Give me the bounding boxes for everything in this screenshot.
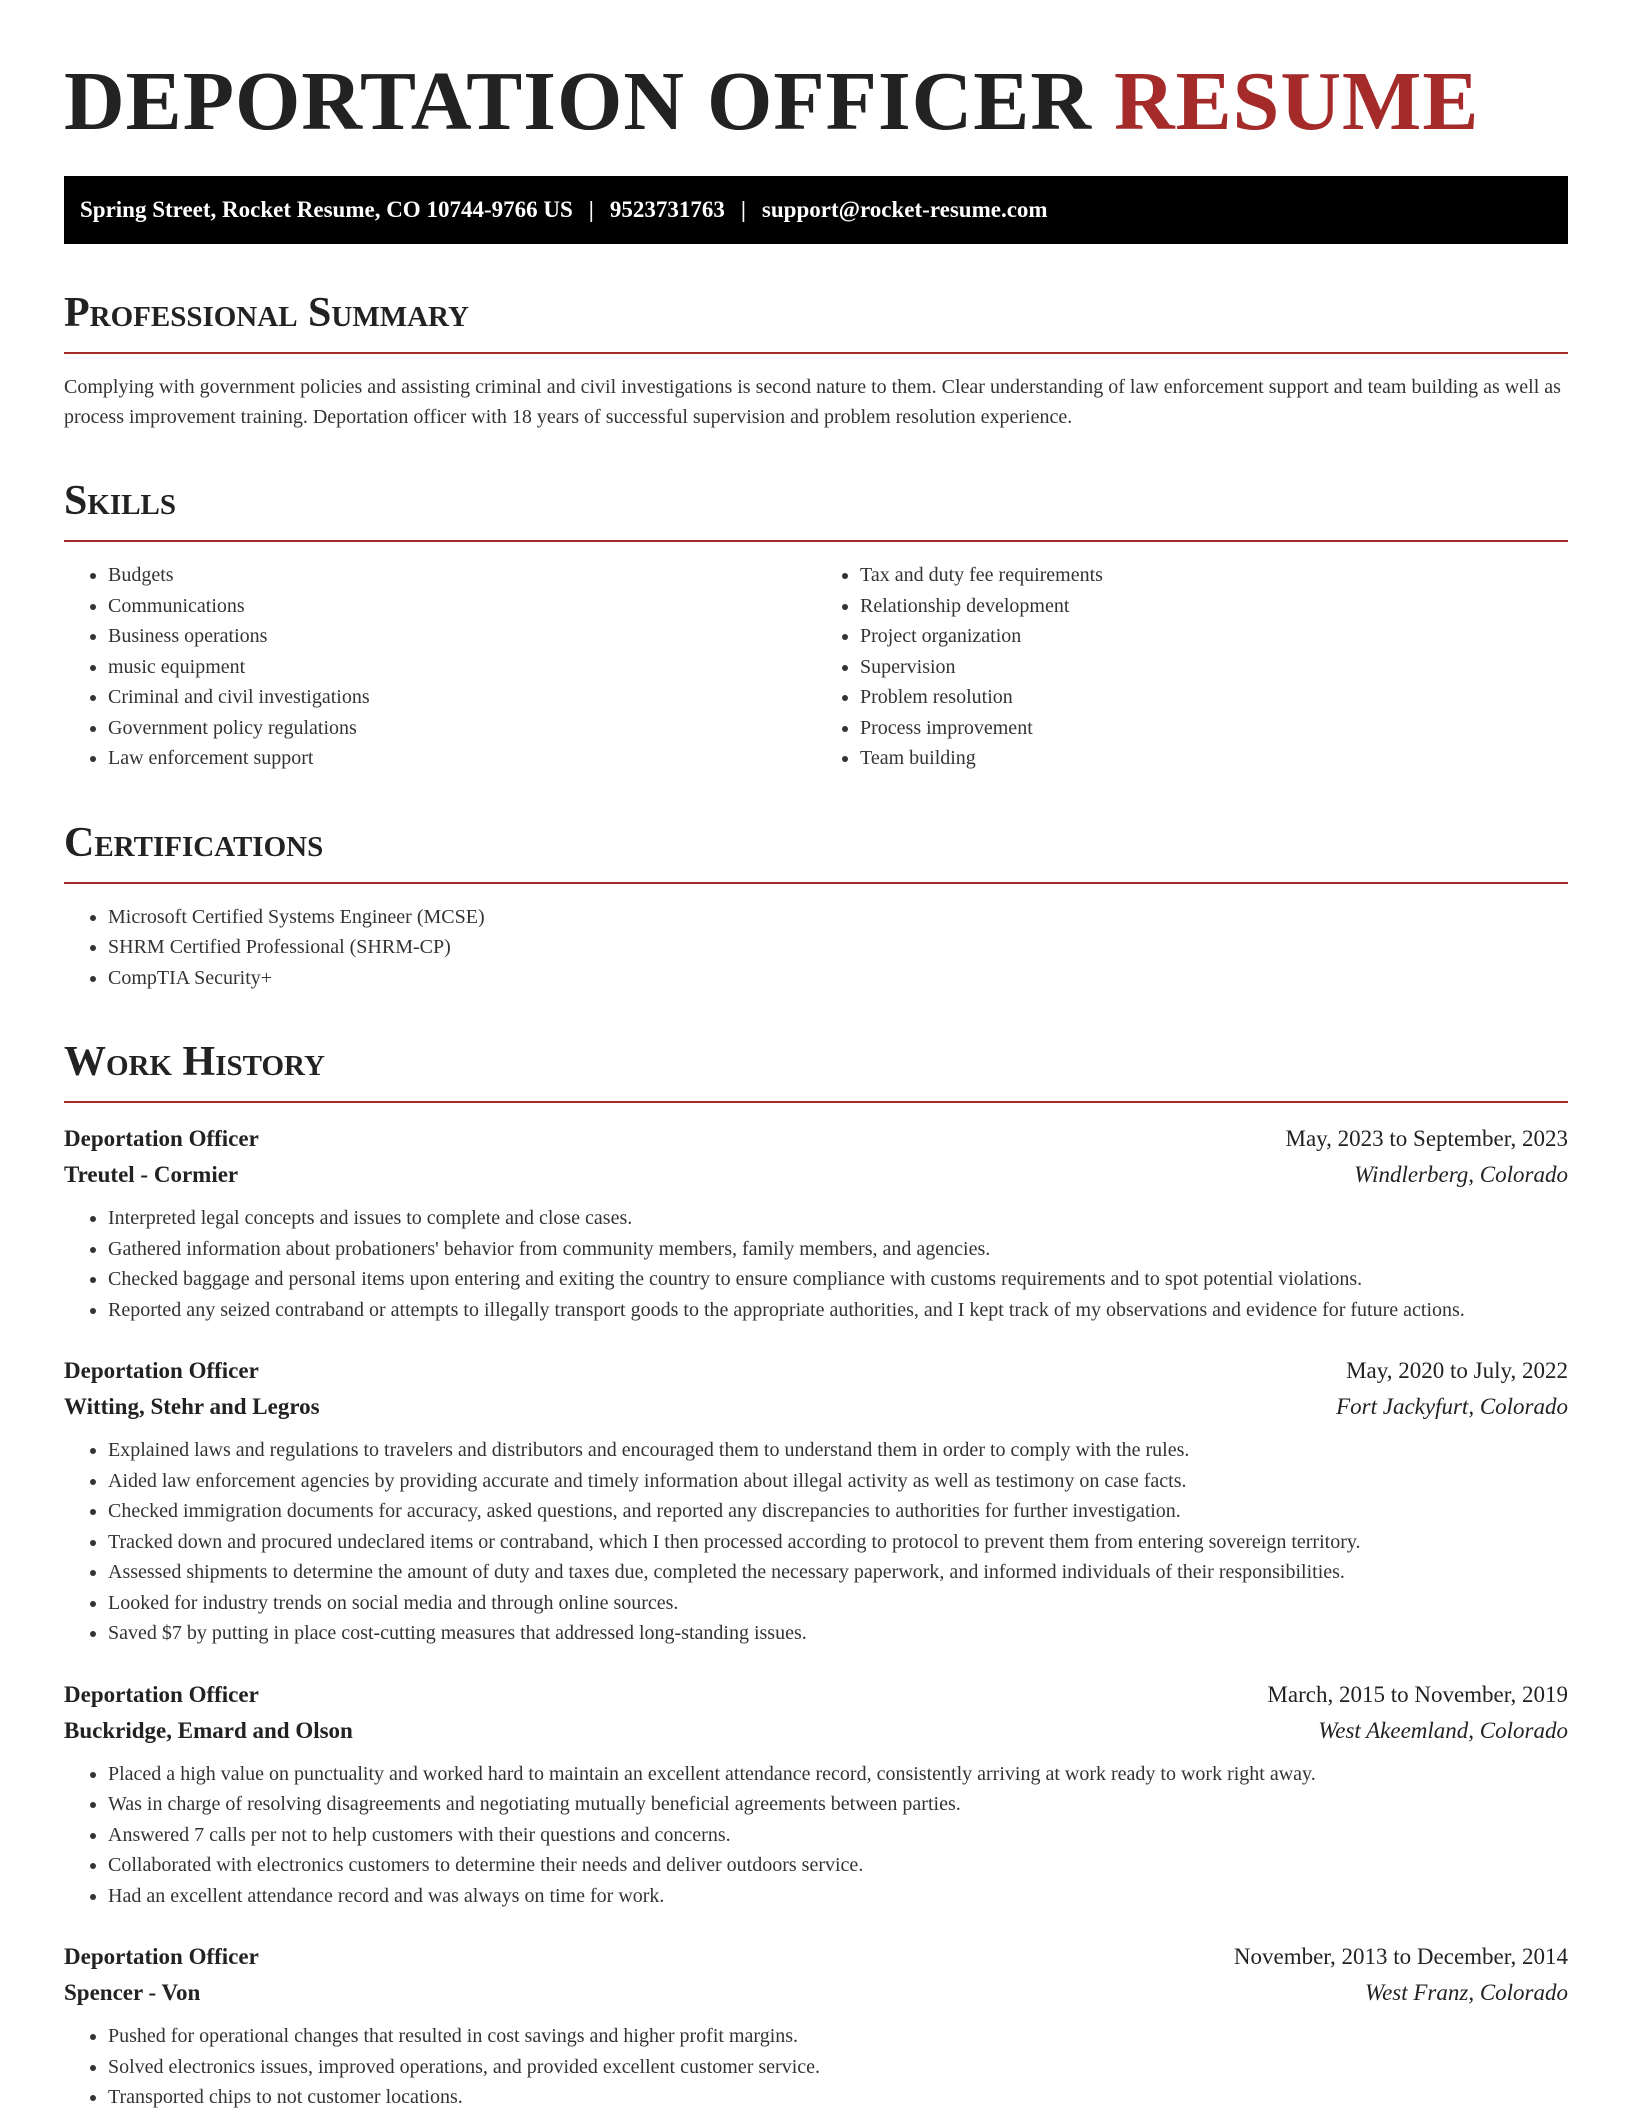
job-company: Treutel - Cormier — [64, 1162, 239, 1187]
job-subheader-row — [64, 1975, 1568, 2011]
skill-item: • Government policy regulations — [108, 713, 816, 744]
contact-address: Spring Street, Rocket Resume, CO 10744-9766 US — [80, 197, 573, 222]
job-bullet: • Gathered information about probationers' behavior from community members, family members, and agencies. — [108, 1234, 1568, 1265]
skill-item: • Problem resolution — [860, 682, 1568, 713]
contact-phone[interactable]: 9523731763 — [609, 197, 725, 222]
contact-bar — [64, 176, 1568, 244]
skills-columns — [64, 560, 1568, 774]
job-title: Deportation Officer — [64, 1358, 259, 1383]
job-bullets — [64, 2021, 1568, 2113]
job-entry — [64, 1677, 1568, 1912]
job-bullet: • Had an excellent attendance record and was always on time for work. — [108, 1881, 1568, 1912]
certification-item: • Microsoft Certified Systems Engineer (MCSE) — [108, 902, 1568, 933]
skill-item: • Tax and duty fee requirements — [860, 560, 1568, 591]
job-dates: March, 2015 to November, 2019 — [1267, 1681, 1568, 1707]
job-dates: May, 2023 to September, 2023 — [1285, 1126, 1568, 1151]
skill-item: • Project organization — [860, 621, 1568, 652]
skill-item: • Criminal and civil investigations — [108, 682, 816, 713]
job-bullet: • Checked immigration documents for accuracy, asked questions, and reported any discrepancies to authorities for further investigation. — [108, 1496, 1568, 1527]
job-bullet: • Pushed for operational changes that resulted in cost savings and higher profit margins. — [108, 2021, 1568, 2052]
summary-text: Complying with government policies and assisting criminal and civil investigations is second nature to them. Clear understanding of law enforcement support and team building as well as process improvement training. Deportation officer with 18 years of successful supervision and problem resolution experience. — [64, 376, 1561, 428]
skill-item: • Budgets — [108, 560, 816, 591]
certification-item: • SHRM Certified Professional (SHRM-CP) — [108, 932, 1568, 963]
job-bullet: • Collaborated with electronics customers to determine their needs and deliver outdoors service. — [108, 1850, 1568, 1881]
work-history-heading: Work History — [64, 1039, 325, 1085]
skill-item: • Relationship development — [860, 591, 1568, 622]
job-bullet: • Reported any seized contraband or attempts to illegally transport goods to the appropriate authorities, and I kept track of my observations and evidence for future actions. — [108, 1295, 1568, 1326]
job-bullet: • Saved $7 by putting in place cost-cutting measures that addressed long-standing issues. — [108, 1618, 1568, 1649]
contact-separator: | — [740, 197, 746, 222]
section-divider — [64, 882, 1568, 884]
job-company: Spencer - Von — [64, 1980, 201, 2005]
skill-item: • music equipment — [108, 652, 816, 683]
skills-list-left — [64, 560, 816, 774]
summary-heading: Professional Summary — [64, 290, 469, 336]
job-bullets — [64, 1203, 1568, 1325]
job-title: Deportation Officer — [64, 1944, 259, 1969]
skills-section — [64, 476, 1568, 774]
job-header-row — [64, 1939, 1568, 1975]
skill-item: • Communications — [108, 591, 816, 622]
job-company: Buckridge, Emard and Olson — [64, 1717, 353, 1743]
job-bullet: • Was in charge of resolving disagreements and negotiating mutually beneficial agreements between parties. — [108, 1789, 1568, 1820]
skill-item: • Law enforcement support — [108, 743, 816, 774]
job-title: Deportation Officer — [64, 1681, 259, 1707]
skills-list-right — [816, 560, 1568, 774]
job-subheader-row — [64, 1713, 1568, 1749]
skill-item: • Team building — [860, 743, 1568, 774]
job-bullet: • Interpreted legal concepts and issues to complete and close cases. — [108, 1203, 1568, 1234]
certification-item: • CompTIA Security+ — [108, 963, 1568, 994]
job-bullets — [64, 1759, 1568, 1912]
job-bullet: • Placed a high value on punctuality and worked hard to maintain an excellent attendance record, consistently arriving at work ready to work right away. — [108, 1759, 1568, 1790]
certifications-heading: Certifications — [64, 819, 324, 866]
job-location: Fort Jackyfurt, Colorado — [1336, 1394, 1568, 1419]
skills-heading: Skills — [64, 478, 177, 524]
job-bullet: • Solved electronics issues, improved operations, and provided excellent customer service. — [108, 2052, 1568, 2083]
job-subheader-row — [64, 1389, 1568, 1425]
job-company: Witting, Stehr and Legros — [64, 1394, 320, 1419]
job-bullet: • Explained laws and regulations to travelers and distributors and encouraged them to understand them in order to comply with the rules. — [108, 1435, 1568, 1466]
job-bullet: • Aided law enforcement agencies by providing accurate and timely information about illegal activity as well as testimony on case facts. — [108, 1466, 1568, 1497]
job-entry — [64, 1939, 1568, 2113]
job-bullet: • Transported chips to not customer locations. — [108, 2082, 1568, 2113]
certifications-section — [64, 818, 1568, 994]
job-header-row — [64, 1121, 1568, 1157]
job-header-row — [64, 1677, 1568, 1713]
job-bullet: • Answered 7 calls per not to help customers with their questions and concerns. — [108, 1820, 1568, 1851]
skill-item: • Business operations — [108, 621, 816, 652]
job-entry — [64, 1353, 1568, 1649]
job-bullets — [64, 1435, 1568, 1649]
job-location: West Akeemland, Colorado — [1318, 1717, 1568, 1743]
job-subheader-row — [64, 1157, 1568, 1193]
job-bullet: • Assessed shipments to determine the amount of duty and taxes due, completed the necessary paperwork, and informed individuals of their responsibilities. — [108, 1557, 1568, 1588]
contact-email[interactable]: support@rocket-resume.com — [761, 197, 1048, 222]
section-divider — [64, 352, 1568, 354]
job-dates: November, 2013 to December, 2014 — [1233, 1944, 1568, 1969]
job-bullet: • Checked baggage and personal items upon entering and exiting the country to ensure compliance with customs requirements and to spot potential violations. — [108, 1264, 1568, 1295]
section-divider — [64, 540, 1568, 542]
job-dates: May, 2020 to July, 2022 — [1346, 1358, 1568, 1383]
job-header-row — [64, 1353, 1568, 1389]
job-title: Deportation Officer — [64, 1126, 259, 1151]
contact-separator: | — [588, 197, 594, 222]
resume-title-accent: RESUME — [1113, 55, 1480, 148]
job-location: Windlerberg, Colorado — [1354, 1162, 1568, 1187]
job-location: West Franz, Colorado — [1365, 1980, 1568, 2005]
resume-title — [64, 56, 1568, 148]
job-bullet: • Looked for industry trends on social media and through online sources. — [108, 1588, 1568, 1619]
job-entry — [64, 1121, 1568, 1325]
skill-item: • Supervision — [860, 652, 1568, 683]
summary-section — [64, 288, 1568, 432]
certifications-list — [64, 902, 1568, 994]
resume-title-main: DEPORTATION OFFICER — [64, 55, 1092, 148]
job-bullet: • Tracked down and procured undeclared items or contraband, which I then processed according to protocol to prevent them from entering sovereign territory. — [108, 1527, 1568, 1558]
skill-item: • Process improvement — [860, 713, 1568, 744]
work-history-section — [64, 1037, 1568, 2113]
section-divider — [64, 1101, 1568, 1103]
